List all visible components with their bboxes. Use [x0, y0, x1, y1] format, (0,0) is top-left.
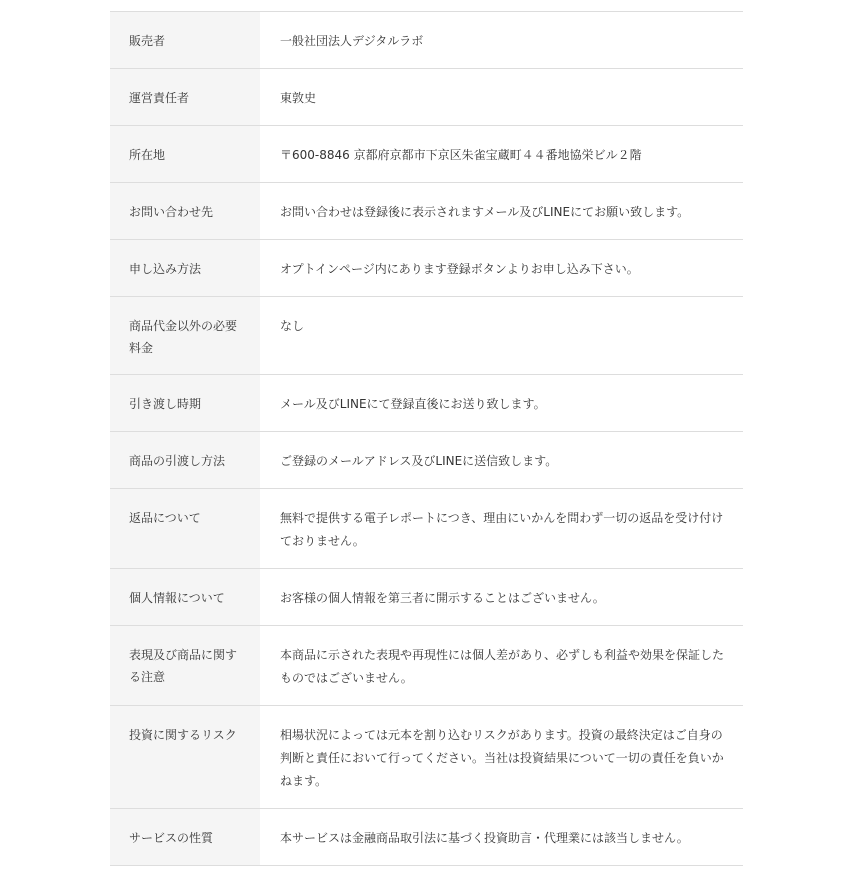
row-value-manager: 東敦史 [280, 91, 317, 105]
table-row [110, 809, 743, 866]
row-label-manager: 運営責任者 [110, 69, 260, 126]
table-row [110, 626, 743, 706]
row-value-seller: 一般社団法人デジタルラボ [280, 34, 424, 48]
row-label-application-method: 申し込み方法 [110, 240, 260, 297]
table-row [110, 297, 743, 375]
row-label-delivery-method: 商品の引渡し方法 [110, 432, 260, 489]
row-value-privacy: お客様の個人情報を第三者に開示することはございません。 [280, 591, 605, 605]
row-label-privacy: 個人情報について [110, 569, 260, 626]
row-label-contact: お問い合わせ先 [110, 183, 260, 240]
table-row [110, 432, 743, 489]
row-value-delivery-time: メール及びLINEにて登録直後にお送り致します。 [280, 397, 546, 411]
table-row [110, 183, 743, 240]
row-label-returns: 返品について [110, 489, 260, 569]
row-label-expression-notice: 表現及び商品に関する注意 [110, 626, 260, 706]
row-value-returns: 無料で提供する電子レポートにつき、理由にいかんを問わず一切の返品を受け付けておりません。 [280, 511, 724, 548]
row-value-service-nature: 本サービスは金融商品取引法に基づく投資助言・代理業には該当しません。 [280, 831, 689, 845]
row-value-address: 〒600-8846 京都府京都市下京区朱雀宝蔵町４４番地協栄ビル２階 [280, 148, 642, 162]
row-value-application-method: オプトインページ内にあります登録ボタンよりお申し込み下さい。 [280, 262, 639, 276]
legal-notice-table-container [110, 11, 743, 866]
row-value-contact: お問い合わせは登録後に表示されますメール及びLINEにてお願い致します。 [280, 205, 690, 219]
table-row [110, 12, 743, 69]
table-row [110, 706, 743, 809]
table-row [110, 569, 743, 626]
table-row [110, 375, 743, 432]
row-label-investment-risk: 投資に関するリスク [110, 706, 260, 809]
row-label-seller: 販売者 [110, 12, 260, 69]
row-label-address: 所在地 [110, 126, 260, 183]
row-label-delivery-time: 引き渡し時期 [110, 375, 260, 432]
row-label-additional-fees: 商品代金以外の必要料金 [110, 297, 260, 375]
row-value-additional-fees: なし [280, 319, 305, 333]
row-value-delivery-method: ご登録のメールアドレス及びLINEに送信致します。 [280, 454, 558, 468]
table-row [110, 489, 743, 569]
table-row [110, 240, 743, 297]
row-value-investment-risk: 相場状況によっては元本を割り込むリスクがあります。投資の最終決定はご自身の判断と責任において行ってください。当社は投資結果について一切の責任を負いかねます。 [280, 728, 724, 788]
legal-notice-table [110, 11, 743, 866]
row-value-expression-notice: 本商品に示された表現や再現性には個人差があり、必ずしも利益や効果を保証したものではございません。 [280, 648, 725, 685]
table-row [110, 69, 743, 126]
row-label-service-nature: サービスの性質 [110, 809, 260, 866]
table-row [110, 126, 743, 183]
